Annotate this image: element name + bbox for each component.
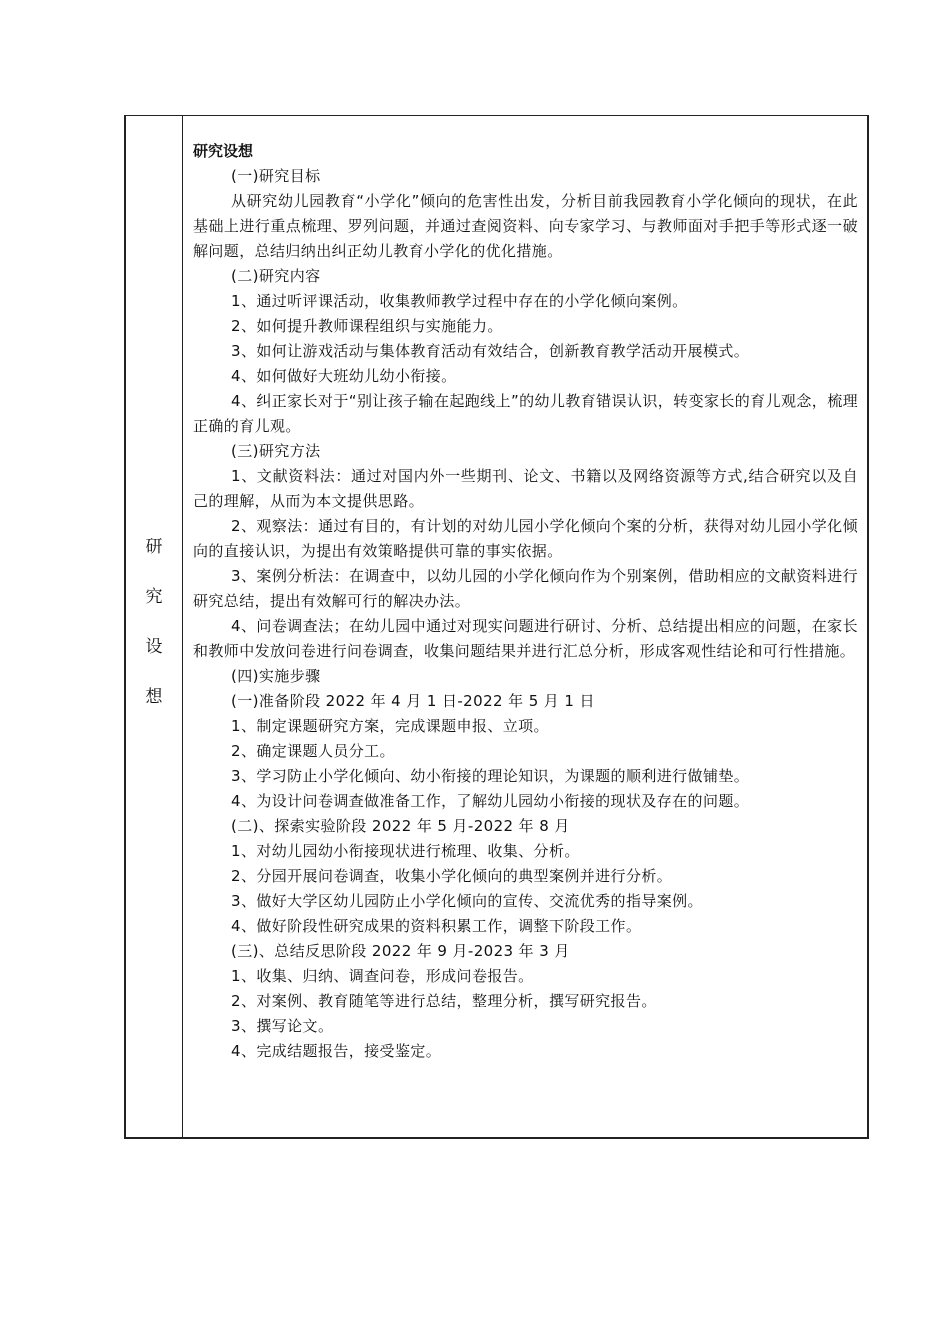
phase-item: 1、收集、归纳、调查问卷，形成问卷报告。: [231, 967, 534, 985]
content-item: 2、如何提升教师课程组织与实施能力。: [231, 317, 503, 335]
content-item: 1、通过听评课活动，收集教师教学过程中存在的小学化倾向案例。: [231, 292, 688, 310]
phase-item: 1、对幼儿园幼小衔接现状进行梳理、收集、分析。: [231, 842, 580, 860]
phase-item: 4、完成结题报告，接受鉴定。: [231, 1042, 442, 1060]
phase-item: 2、对案例、教育随笔等进行总结，整理分析，撰写研究报告。: [231, 992, 657, 1010]
content-heading: (二)研究内容: [231, 267, 321, 285]
content-item: 4、纠正家长对于“别让孩子输在起跑线上”的幼儿教育错误认识，转变家长的育儿观念，梳理正确的育儿观。: [193, 392, 858, 435]
phase-item: 3、撰写论文。: [231, 1017, 334, 1035]
methods-heading: (三)研究方法: [231, 442, 321, 460]
phase-title: (一)准备阶段 2022 年 4 月 1 日-2022 年 5 月 1 日: [231, 692, 595, 710]
phase-item: 1、制定课题研究方案，完成课题申报、立项。: [231, 717, 549, 735]
method-item: 3、案例分析法：在调查中，以幼儿园的小学化倾向作为个别案例，借助相应的文献资料进行研究总结，提出有效解可行的解决办法。: [193, 567, 858, 610]
phase-title: (三)、总结反思阶段 2022 年 9 月-2023 年 3 月: [231, 942, 570, 960]
method-item: 2、观察法：通过有目的，有计划的对幼儿园小学化倾向个案的分析，获得对幼儿园小学化倾向的直接认识，为提出有效策略提供可靠的事实依据。: [193, 517, 858, 560]
row-label: [126, 538, 182, 738]
row-label-char: 设: [145, 637, 163, 657]
steps-heading: (四)实施步骤: [231, 667, 321, 685]
row-label-char: 研: [145, 537, 163, 557]
phase-item: 3、学习防止小学化倾向、幼小衔接的理论知识，为课题的顺利进行做铺垫。: [231, 767, 750, 785]
phase-item: 4、做好阶段性研究成果的资料积累工作，调整下阶段工作。: [231, 917, 642, 935]
row-label-cell: [126, 116, 183, 1137]
row-label-char: 想: [145, 687, 163, 707]
phase-item: 2、分园开展问卷调查，收集小学化倾向的典型案例并进行分析。: [231, 867, 673, 885]
row-label-char: 究: [145, 587, 163, 607]
phase-item: 3、做好大学区幼儿园防止小学化倾向的宣传、交流优秀的指导案例。: [231, 892, 703, 910]
phase-title: (二)、探索实验阶段 2022 年 5 月-2022 年 8 月: [231, 817, 570, 835]
content-cell: [183, 116, 867, 1137]
section-title: 研究设想: [193, 142, 254, 160]
goal-heading: (一)研究目标: [231, 167, 321, 185]
content-item: 4、如何做好大班幼儿幼小衔接。: [231, 367, 457, 385]
phase-item: 4、为设计问卷调查做准备工作，了解幼儿园幼小衔接的现状及存在的问题。: [231, 792, 750, 810]
content-item: 3、如何让游戏活动与集体教育活动有效结合，创新教育教学活动开展模式。: [231, 342, 750, 360]
goal-text: 从研究幼儿园教育“小学化”倾向的危害性出发，分析目前我园教育小学化倾向的现状，在此基础上进行重点梳理、罗列问题，并通过查阅资料、向专家学习、与教师面对手把手等形式逐一破解问题，总结归纳出纠正幼儿教育小学化的优化措施。: [193, 192, 858, 260]
phase-item: 2、确定课题人员分工。: [231, 742, 395, 760]
form-table: [124, 115, 869, 1139]
method-item: 4、问卷调查法；在幼儿园中通过对现实问题进行研讨、分析、总结提出相应的问题，在家长和教师中发放问卷进行问卷调查，收集问题结果并进行汇总分析，形成客观性结论和可行性措施。: [193, 617, 858, 660]
method-item: 1、文献资料法：通过对国内外一些期刊、论文、书籍以及网络资源等方式,结合研究以及自己的理解，从而为本文提供思路。: [193, 467, 858, 510]
